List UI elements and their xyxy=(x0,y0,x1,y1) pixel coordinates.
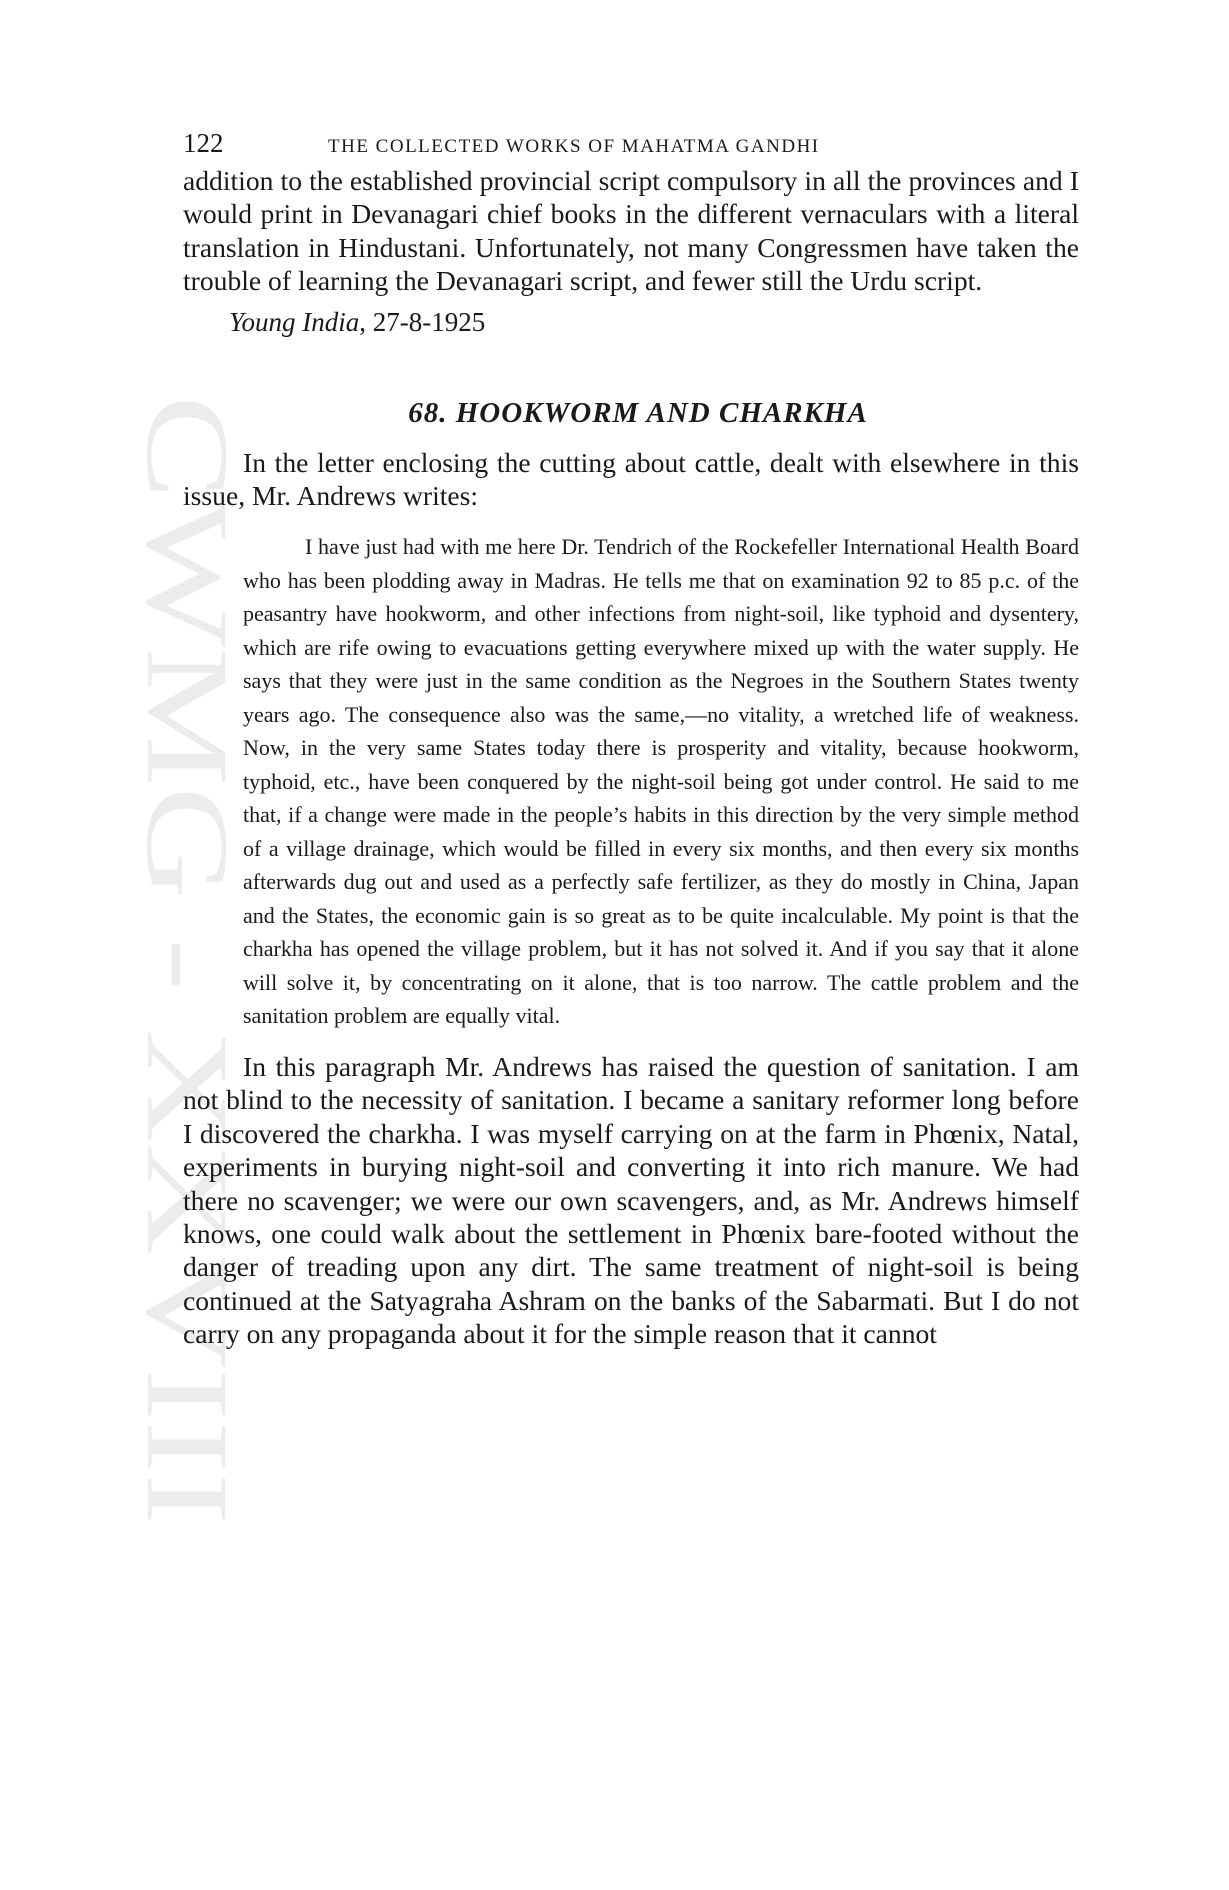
intro-paragraph: In the letter enclosing the cutting about cattle, dealt with elsewhere in this issue, Mr. Andrews writes: xyxy=(183,446,1079,512)
article-heading: 68. HOOKWORM AND CHARKHA xyxy=(408,396,868,429)
page-number: 122 xyxy=(183,128,224,158)
continuation-paragraph: addition to the established provincial script compulsory in all the provinces and I would print in Devanagari chief books in the different vernaculars with a literal translation in Hindustani. Unfortunately, not many Congressmen have taken the trouble of learning the Devanagari script, and fewer still the Urdu script. xyxy=(183,165,1079,297)
source-publication: Young India xyxy=(229,306,360,337)
source-date: 27-8-1925 xyxy=(372,306,486,337)
running-head xyxy=(183,128,1079,164)
block-quote: I have just had with me here Dr. Tendrich of the Rockefeller International Health Board who has been plodding away in Madras. He tells me that on examination 92 to 85 p.c. of the peasantry have hookworm, and other infections from night-soil, like typhoid and dysentery, which are rife owing to evacuations getting everywhere mixed up with the water supply. He says that they were just in the same condition as the Negroes in the Southern States twenty years ago. The consequence also was the same,—no vitality, a wretched life of weakness. Now, in the very same States today there is prosperity and vitality, because hookworm, typhoid, etc., have been conquered by the night-soil being got under control. He said to me that, if a change were made in the people’s habits in this direction by the very simple method of a village drainage, which would be filled in every six months, and then every six months afterwards dug out and used as a perfectly safe fertilizer, as they do mostly in China, Japan and the States, the economic gain is so great as to be quite incalculable. My point is that the charkha has opened the village problem, but it has not solved it. And if you say that it alone will solve it, by concentrating on it alone, that is too narrow. The cattle problem and the sanitation problem are equally vital. xyxy=(243,534,1079,1029)
source-citation xyxy=(183,305,1079,339)
page xyxy=(183,128,1079,1351)
series-title: THE COLLECTED WORKS OF MAHATMA GANDHI xyxy=(328,136,820,157)
response-paragraph: In this paragraph Mr. Andrews has raised the question of sanitation. I am not blind to the necessity of sanitation. I became a sanitary reformer long before I discovered the charkha. I was myself carrying on at the farm in Phœnix, Natal, experiments in burying night-soil and converting it into rich manure. We had there no scavenger; we were our own scavengers, and, as Mr. Andrews himself knows, one could walk about the settlement in Phœnix bare-footed without the danger of treading upon any dirt. The same treatment of night-soil is being continued at the Satyagraha Ashram on the banks of the Sabarmati. But I do not carry on any propaganda about it for the simple reason that it cannot xyxy=(183,1050,1079,1350)
watermark-text: CWMG - XXVIII xyxy=(122,395,253,1248)
source-separator: , xyxy=(359,306,373,337)
